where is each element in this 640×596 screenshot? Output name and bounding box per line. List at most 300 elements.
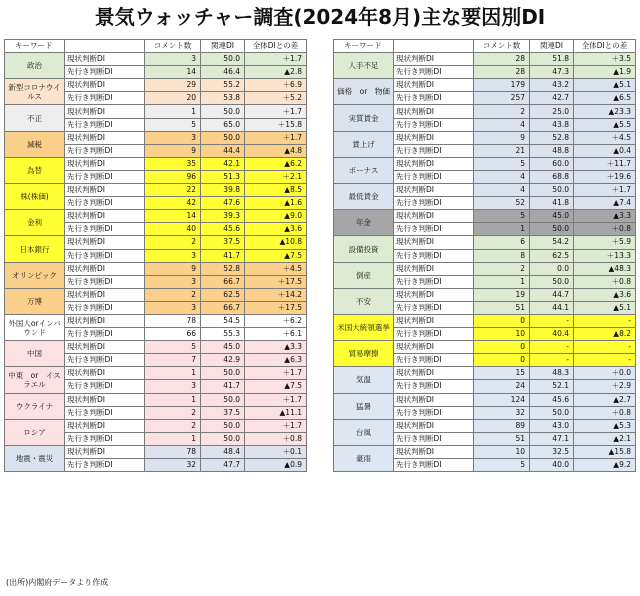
diff-cell: ▲7.5 xyxy=(245,380,307,393)
related-di-cell: 43.8 xyxy=(530,118,574,131)
count-cell: 2 xyxy=(474,105,530,118)
diff-cell: ＋11.7 xyxy=(574,157,636,170)
type-cell: 現状判断DI xyxy=(65,131,145,144)
diff-cell: ▲5.1 xyxy=(574,301,636,314)
related-di-cell: 65.0 xyxy=(201,118,245,131)
keyword-cell: 倒産 xyxy=(334,262,394,288)
diff-cell: ▲0.9 xyxy=(245,459,307,472)
diff-cell: ▲3.3 xyxy=(574,210,636,223)
table-row xyxy=(334,184,636,197)
table-row xyxy=(5,131,307,144)
related-di-cell: 62.5 xyxy=(530,249,574,262)
related-di-cell: 25.0 xyxy=(530,105,574,118)
related-di-cell: 40.4 xyxy=(530,328,574,341)
related-di-cell: 42.1 xyxy=(201,157,245,170)
keyword-cell: 貿易摩擦 xyxy=(334,341,394,367)
count-cell: 2 xyxy=(474,262,530,275)
keyword-cell: 猛暑 xyxy=(334,393,394,419)
type-cell: 現状判断DI xyxy=(394,445,474,458)
type-cell: 先行き判断DI xyxy=(394,144,474,157)
type-cell: 先行き判断DI xyxy=(394,197,474,210)
type-cell: 先行き判断DI xyxy=(394,380,474,393)
type-cell: 現状判断DI xyxy=(394,157,474,170)
type-cell: 先行き判断DI xyxy=(65,406,145,419)
type-cell: 先行き判断DI xyxy=(65,170,145,183)
count-cell: 1 xyxy=(145,105,201,118)
table-row xyxy=(334,367,636,380)
type-cell: 現状判断DI xyxy=(394,367,474,380)
related-di-cell: 41.8 xyxy=(530,197,574,210)
keyword-cell: 年金 xyxy=(334,210,394,236)
keyword-cell: 万博 xyxy=(5,288,65,314)
count-cell: 14 xyxy=(145,210,201,223)
count-cell: 3 xyxy=(145,380,201,393)
keyword-cell: ロシア xyxy=(5,419,65,445)
diff-cell: ▲9.2 xyxy=(574,459,636,472)
table-row xyxy=(334,131,636,144)
type-cell: 先行き判断DI xyxy=(65,380,145,393)
related-di-cell: 42.9 xyxy=(201,354,245,367)
related-di-cell: 50.0 xyxy=(530,223,574,236)
keyword-cell: 不正 xyxy=(5,105,65,131)
table-row xyxy=(5,53,307,66)
diff-cell: ▲8.5 xyxy=(245,184,307,197)
diff-cell: ＋19.6 xyxy=(574,170,636,183)
type-cell: 現状判断DI xyxy=(394,210,474,223)
count-cell: 2 xyxy=(145,288,201,301)
related-di-cell: 52.8 xyxy=(201,262,245,275)
diff-cell: ▲8.2 xyxy=(574,328,636,341)
related-di-cell: 40.0 xyxy=(530,459,574,472)
count-cell: 28 xyxy=(474,53,530,66)
related-di-cell: 55.2 xyxy=(201,79,245,92)
related-di-cell: 50.0 xyxy=(201,419,245,432)
count-cell: 32 xyxy=(145,459,201,472)
diff-cell: - xyxy=(574,314,636,327)
type-cell: 現状判断DI xyxy=(65,236,145,249)
count-cell: 3 xyxy=(145,301,201,314)
related-di-cell: 46.4 xyxy=(201,66,245,79)
count-cell: 29 xyxy=(145,79,201,92)
source-footnote: (出所)内閣府データより作成 xyxy=(6,578,109,587)
diff-cell: ＋14.2 xyxy=(245,288,307,301)
related-di-cell: 39.8 xyxy=(201,184,245,197)
count-cell: 5 xyxy=(145,341,201,354)
count-cell: 9 xyxy=(474,131,530,144)
diff-cell: ＋0.1 xyxy=(245,445,307,458)
count-cell: 1 xyxy=(145,393,201,406)
diff-cell: ▲3.6 xyxy=(574,288,636,301)
count-cell: 124 xyxy=(474,393,530,406)
related-di-cell: 52.1 xyxy=(530,380,574,393)
related-di-cell: 48.8 xyxy=(530,144,574,157)
related-di-cell: 51.3 xyxy=(201,170,245,183)
count-cell: 10 xyxy=(474,328,530,341)
diff-cell: ＋2.1 xyxy=(245,170,307,183)
table-row xyxy=(334,341,636,354)
header-row xyxy=(334,40,636,53)
type-cell: 先行き判断DI xyxy=(65,301,145,314)
type-cell: 先行き判断DI xyxy=(65,223,145,236)
keyword-cell: 日本銀行 xyxy=(5,236,65,262)
related-di-cell: 55.3 xyxy=(201,328,245,341)
diff-cell: ▲1.9 xyxy=(574,66,636,79)
count-cell: 1 xyxy=(145,432,201,445)
count-cell: 10 xyxy=(474,445,530,458)
count-cell: 5 xyxy=(474,210,530,223)
related-di-cell: 45.6 xyxy=(201,223,245,236)
type-cell: 先行き判断DI xyxy=(65,118,145,131)
keyword-cell: ボーナス xyxy=(334,157,394,183)
type-cell: 先行き判断DI xyxy=(394,170,474,183)
table-row xyxy=(5,236,307,249)
related-di-cell: 45.6 xyxy=(530,393,574,406)
count-cell: 14 xyxy=(145,66,201,79)
table-row xyxy=(334,157,636,170)
related-di-cell: 50.0 xyxy=(530,406,574,419)
count-cell: 21 xyxy=(474,144,530,157)
type-cell: 先行き判断DI xyxy=(65,459,145,472)
count-cell: 4 xyxy=(474,170,530,183)
type-cell: 先行き判断DI xyxy=(394,406,474,419)
type-cell: 先行き判断DI xyxy=(394,432,474,445)
type-cell: 先行き判断DI xyxy=(394,328,474,341)
related-di-cell: 39.3 xyxy=(201,210,245,223)
diff-cell: ＋1.7 xyxy=(245,105,307,118)
keyword-cell: 為替 xyxy=(5,157,65,183)
related-di-cell: - xyxy=(530,354,574,367)
count-cell: 179 xyxy=(474,79,530,92)
related-di-cell: - xyxy=(530,314,574,327)
related-di-cell: 44.1 xyxy=(530,301,574,314)
table-row xyxy=(5,157,307,170)
count-cell: 5 xyxy=(474,459,530,472)
table-row xyxy=(334,419,636,432)
count-cell: 35 xyxy=(145,157,201,170)
related-di-cell: 47.3 xyxy=(530,66,574,79)
type-cell: 先行き判断DI xyxy=(394,301,474,314)
type-cell: 現状判断DI xyxy=(65,79,145,92)
type-cell: 現状判断DI xyxy=(394,288,474,301)
type-cell: 先行き判断DI xyxy=(394,354,474,367)
header-related-di: 関連DI xyxy=(530,40,574,53)
type-cell: 現状判断DI xyxy=(65,184,145,197)
table-row xyxy=(5,210,307,223)
count-cell: 6 xyxy=(474,236,530,249)
diff-cell: ＋6.1 xyxy=(245,328,307,341)
keyword-cell: 実質賃金 xyxy=(334,105,394,131)
type-cell: 現状判断DI xyxy=(394,341,474,354)
diff-cell: ▲6.5 xyxy=(574,92,636,105)
diff-cell: ▲48.3 xyxy=(574,262,636,275)
right-table-body xyxy=(334,53,636,472)
type-cell: 現状判断DI xyxy=(394,53,474,66)
diff-cell: ＋17.5 xyxy=(245,301,307,314)
count-cell: 24 xyxy=(474,380,530,393)
table-row xyxy=(5,419,307,432)
diff-cell: ＋15.8 xyxy=(245,118,307,131)
diff-cell: ＋4.5 xyxy=(245,262,307,275)
count-cell: 15 xyxy=(474,367,530,380)
diff-cell: ＋5.2 xyxy=(245,92,307,105)
count-cell: 5 xyxy=(145,118,201,131)
left-table xyxy=(4,39,307,472)
type-cell: 先行き判断DI xyxy=(65,354,145,367)
diff-cell: ▲5.1 xyxy=(574,79,636,92)
keyword-cell: 価格 or 物価 xyxy=(334,79,394,105)
header-keyword: キーワード xyxy=(334,40,394,53)
diff-cell: - xyxy=(574,354,636,367)
diff-cell: ▲15.8 xyxy=(574,445,636,458)
header-count: コメント数 xyxy=(474,40,530,53)
table-row xyxy=(5,79,307,92)
type-cell: 現状判断DI xyxy=(65,157,145,170)
type-cell: 先行き判断DI xyxy=(394,223,474,236)
related-di-cell: 0.0 xyxy=(530,262,574,275)
table-row xyxy=(334,288,636,301)
related-di-cell: 66.7 xyxy=(201,275,245,288)
header-count: コメント数 xyxy=(145,40,201,53)
count-cell: 4 xyxy=(474,118,530,131)
page-title: 景気ウォッチャー調査(2024年8月)主な要因別DI xyxy=(94,5,546,29)
type-cell: 先行き判断DI xyxy=(394,92,474,105)
keyword-cell: 人手不足 xyxy=(334,53,394,79)
diff-cell: ＋0.8 xyxy=(574,406,636,419)
left-table-panel xyxy=(4,39,307,472)
count-cell: 2 xyxy=(145,406,201,419)
keyword-cell: 台風 xyxy=(334,419,394,445)
table-row xyxy=(5,288,307,301)
type-cell: 先行き判断DI xyxy=(65,66,145,79)
diff-cell: ▲4.8 xyxy=(245,144,307,157)
diff-cell: ▲5.5 xyxy=(574,118,636,131)
count-cell: 9 xyxy=(145,144,201,157)
type-cell: 現状判断DI xyxy=(65,445,145,458)
diff-cell: ＋6.2 xyxy=(245,314,307,327)
type-cell: 現状判断DI xyxy=(394,262,474,275)
count-cell: 22 xyxy=(145,184,201,197)
table-row xyxy=(5,262,307,275)
diff-cell: ▲2.1 xyxy=(574,432,636,445)
count-cell: 5 xyxy=(474,157,530,170)
diff-cell: ＋1.7 xyxy=(245,131,307,144)
related-di-cell: 50.0 xyxy=(530,275,574,288)
keyword-cell: 最低賃金 xyxy=(334,184,394,210)
related-di-cell: 37.5 xyxy=(201,236,245,249)
diff-cell: ▲23.3 xyxy=(574,105,636,118)
header-type xyxy=(65,40,145,53)
count-cell: 4 xyxy=(474,184,530,197)
table-row xyxy=(5,184,307,197)
type-cell: 先行き判断DI xyxy=(65,144,145,157)
table-row xyxy=(5,314,307,327)
diff-cell: ＋1.7 xyxy=(245,419,307,432)
diff-cell: ▲2.8 xyxy=(245,66,307,79)
diff-cell: ＋0.8 xyxy=(574,223,636,236)
diff-cell: ＋17.5 xyxy=(245,275,307,288)
related-di-cell: - xyxy=(530,341,574,354)
keyword-cell: 金利 xyxy=(5,210,65,236)
related-di-cell: 47.7 xyxy=(201,459,245,472)
keyword-cell: 中国 xyxy=(5,341,65,367)
count-cell: 20 xyxy=(145,92,201,105)
related-di-cell: 54.5 xyxy=(201,314,245,327)
count-cell: 40 xyxy=(145,223,201,236)
type-cell: 先行き判断DI xyxy=(394,249,474,262)
keyword-cell: 地震・震災 xyxy=(5,445,65,471)
related-di-cell: 37.5 xyxy=(201,406,245,419)
table-row xyxy=(334,53,636,66)
count-cell: 1 xyxy=(474,275,530,288)
related-di-cell: 50.0 xyxy=(201,53,245,66)
header-type xyxy=(394,40,474,53)
header-row xyxy=(5,40,307,53)
table-row xyxy=(5,341,307,354)
diff-cell: ▲7.4 xyxy=(574,197,636,210)
type-cell: 先行き判断DI xyxy=(394,66,474,79)
diff-cell: ＋1.7 xyxy=(574,184,636,197)
type-cell: 先行き判断DI xyxy=(65,197,145,210)
related-di-cell: 47.6 xyxy=(201,197,245,210)
keyword-cell: 新型コロナウイルス xyxy=(5,79,65,105)
diff-cell: ▲3.3 xyxy=(245,341,307,354)
type-cell: 現状判断DI xyxy=(394,131,474,144)
related-di-cell: 50.0 xyxy=(530,184,574,197)
header-diff: 全体DIとの差 xyxy=(245,40,307,53)
count-cell: 7 xyxy=(145,354,201,367)
diff-cell: ＋0.8 xyxy=(245,432,307,445)
diff-cell: ＋1.7 xyxy=(245,393,307,406)
diff-cell: ▲9.0 xyxy=(245,210,307,223)
related-di-cell: 60.0 xyxy=(530,157,574,170)
count-cell: 78 xyxy=(145,314,201,327)
type-cell: 先行き判断DI xyxy=(65,432,145,445)
type-cell: 現状判断DI xyxy=(394,79,474,92)
diff-cell: ▲6.3 xyxy=(245,354,307,367)
diff-cell: - xyxy=(574,341,636,354)
left-table-body xyxy=(5,53,307,472)
table-row xyxy=(5,367,307,380)
count-cell: 19 xyxy=(474,288,530,301)
type-cell: 現状判断DI xyxy=(394,105,474,118)
related-di-cell: 43.0 xyxy=(530,419,574,432)
table-row xyxy=(5,393,307,406)
count-cell: 3 xyxy=(145,249,201,262)
table-row xyxy=(334,236,636,249)
count-cell: 52 xyxy=(474,197,530,210)
header-related-di: 関連DI xyxy=(201,40,245,53)
related-di-cell: 45.0 xyxy=(201,341,245,354)
related-di-cell: 41.7 xyxy=(201,380,245,393)
diff-cell: ▲7.5 xyxy=(245,249,307,262)
table-row xyxy=(334,79,636,92)
related-di-cell: 45.0 xyxy=(530,210,574,223)
diff-cell: ＋13.3 xyxy=(574,249,636,262)
diff-cell: ＋4.5 xyxy=(574,131,636,144)
count-cell: 9 xyxy=(145,262,201,275)
related-di-cell: 51.8 xyxy=(530,53,574,66)
table-row xyxy=(334,314,636,327)
table-row xyxy=(334,445,636,458)
count-cell: 2 xyxy=(145,236,201,249)
diff-cell: ▲5.3 xyxy=(574,419,636,432)
related-di-cell: 50.0 xyxy=(201,367,245,380)
count-cell: 0 xyxy=(474,314,530,327)
type-cell: 現状判断DI xyxy=(394,184,474,197)
table-row xyxy=(5,105,307,118)
diff-cell: ＋3.5 xyxy=(574,53,636,66)
count-cell: 32 xyxy=(474,406,530,419)
count-cell: 0 xyxy=(474,341,530,354)
table-row xyxy=(5,445,307,458)
related-di-cell: 53.8 xyxy=(201,92,245,105)
diff-cell: ＋0.0 xyxy=(574,367,636,380)
count-cell: 8 xyxy=(474,249,530,262)
keyword-cell: 賃上げ xyxy=(334,131,394,157)
type-cell: 現状判断DI xyxy=(65,288,145,301)
type-cell: 先行き判断DI xyxy=(394,118,474,131)
type-cell: 現状判断DI xyxy=(394,236,474,249)
keyword-cell: ウクライナ xyxy=(5,393,65,419)
diff-cell: ▲1.6 xyxy=(245,197,307,210)
type-cell: 先行き判断DI xyxy=(394,275,474,288)
keyword-cell: オリンピック xyxy=(5,262,65,288)
diff-cell: ＋1.7 xyxy=(245,367,307,380)
keyword-cell: 不安 xyxy=(334,288,394,314)
table-row xyxy=(334,210,636,223)
type-cell: 現状判断DI xyxy=(65,53,145,66)
header-diff: 全体DIとの差 xyxy=(574,40,636,53)
type-cell: 先行き判断DI xyxy=(65,328,145,341)
related-di-cell: 50.0 xyxy=(201,432,245,445)
diff-cell: ▲11.1 xyxy=(245,406,307,419)
type-cell: 現状判断DI xyxy=(394,419,474,432)
type-cell: 先行き判断DI xyxy=(394,459,474,472)
type-cell: 現状判断DI xyxy=(65,367,145,380)
diff-cell: ＋6.9 xyxy=(245,79,307,92)
type-cell: 現状判断DI xyxy=(65,341,145,354)
type-cell: 現状判断DI xyxy=(65,419,145,432)
keyword-cell: 外国人orインバウンド xyxy=(5,314,65,340)
table-row xyxy=(334,262,636,275)
related-di-cell: 44.4 xyxy=(201,144,245,157)
related-di-cell: 54.2 xyxy=(530,236,574,249)
related-di-cell: 47.1 xyxy=(530,432,574,445)
keyword-cell: 中東 or イスラエル xyxy=(5,367,65,393)
related-di-cell: 66.7 xyxy=(201,301,245,314)
count-cell: 3 xyxy=(145,53,201,66)
count-cell: 3 xyxy=(145,275,201,288)
related-di-cell: 50.0 xyxy=(201,393,245,406)
count-cell: 66 xyxy=(145,328,201,341)
right-table xyxy=(333,39,636,472)
type-cell: 先行き判断DI xyxy=(65,92,145,105)
diff-cell: ＋5.9 xyxy=(574,236,636,249)
keyword-cell: 豪雨 xyxy=(334,445,394,471)
diff-cell: ＋2.9 xyxy=(574,380,636,393)
count-cell: 1 xyxy=(145,367,201,380)
table-row xyxy=(334,105,636,118)
type-cell: 現状判断DI xyxy=(65,105,145,118)
related-di-cell: 48.4 xyxy=(201,445,245,458)
related-di-cell: 50.0 xyxy=(201,131,245,144)
related-di-cell: 42.7 xyxy=(530,92,574,105)
count-cell: 78 xyxy=(145,445,201,458)
related-di-cell: 50.0 xyxy=(201,105,245,118)
right-table-panel xyxy=(333,39,636,472)
related-di-cell: 43.2 xyxy=(530,79,574,92)
keyword-cell: 米国大統領選挙 xyxy=(334,314,394,340)
